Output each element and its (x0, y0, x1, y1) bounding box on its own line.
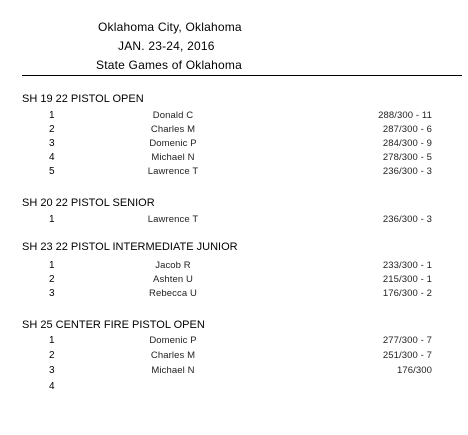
header-dates: JAN. 23-24, 2016 (118, 39, 215, 53)
result-row (0, 124, 468, 137)
result-name: Charles M (150, 350, 196, 361)
result-score: 236/300 - 3 (382, 166, 432, 177)
result-row (0, 152, 468, 165)
result-name: Donald C (152, 110, 194, 121)
result-name: Domenic P (149, 138, 197, 149)
result-place: 1 (49, 335, 55, 346)
section-title: SH 20 22 PISTOL SENIOR (22, 197, 155, 209)
result-score: 233/300 - 1 (382, 260, 432, 271)
result-row (0, 288, 468, 301)
result-place: 3 (49, 365, 55, 376)
result-place: 2 (49, 350, 55, 361)
result-score: 287/300 - 6 (382, 124, 432, 135)
result-row (0, 138, 468, 151)
result-score: 251/300 - 7 (382, 350, 432, 361)
result-score: 176/300 (396, 365, 432, 376)
result-name: Domenic P (149, 335, 197, 346)
result-place: 1 (49, 214, 55, 225)
result-name: Rebecca U (149, 288, 197, 299)
result-place: 4 (49, 381, 55, 392)
section-title: SH 19 22 PISTOL OPEN (22, 93, 144, 105)
section-title: SH 23 22 PISTOL INTERMEDIATE JUNIOR (22, 241, 238, 253)
result-name: Michael N (151, 152, 195, 163)
result-row (0, 381, 468, 394)
result-place: 3 (49, 288, 55, 299)
header-event: State Games of Oklahoma (96, 58, 242, 72)
result-name: Lawrence T (147, 214, 199, 225)
result-place: 1 (49, 110, 55, 121)
result-score: 215/300 - 1 (382, 274, 432, 285)
result-place: 2 (49, 124, 55, 135)
result-row (0, 214, 468, 227)
result-row (0, 110, 468, 123)
result-row (0, 274, 468, 287)
header-divider (22, 75, 462, 76)
result-score: 288/300 - 11 (378, 110, 432, 121)
result-name: Lawrence T (147, 166, 199, 177)
result-row (0, 260, 468, 273)
result-row (0, 335, 468, 348)
header-city: Oklahoma City, Oklahoma (98, 20, 242, 34)
result-place: 5 (49, 166, 55, 177)
result-score: 236/300 - 3 (382, 214, 432, 225)
result-row (0, 365, 468, 378)
result-score: 278/300 - 5 (382, 152, 432, 163)
result-place: 4 (49, 152, 55, 163)
result-score: 284/300 - 9 (382, 138, 432, 149)
result-place: 2 (49, 274, 55, 285)
result-name: Ashten U (153, 274, 193, 285)
result-name: Michael N (151, 365, 195, 376)
result-score: 277/300 - 7 (382, 335, 432, 346)
result-place: 1 (49, 260, 55, 271)
result-row (0, 166, 468, 179)
result-name: Charles M (150, 124, 196, 135)
result-name: Jacob R (155, 260, 191, 271)
result-place: 3 (49, 138, 55, 149)
section-title: SH 25 CENTER FIRE PISTOL OPEN (22, 319, 205, 331)
result-row (0, 350, 468, 363)
result-score: 176/300 - 2 (382, 288, 432, 299)
